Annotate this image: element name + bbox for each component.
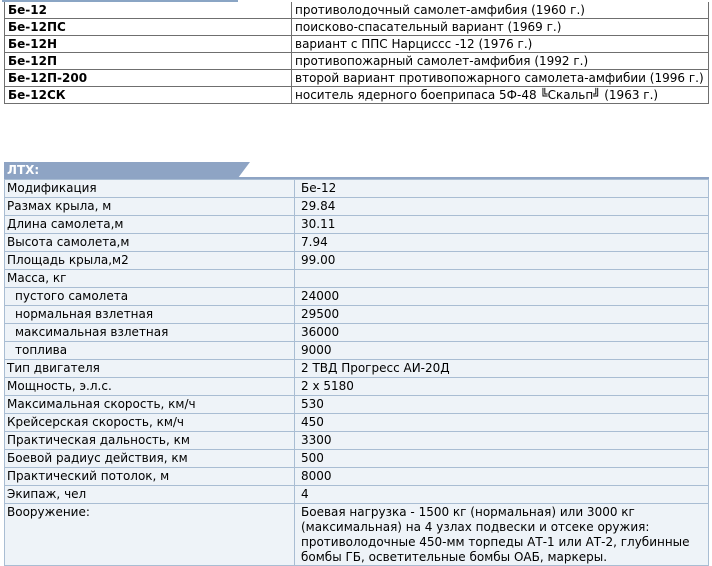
variant-name: Бе-12Н	[5, 36, 292, 53]
spec-label: Вооружение:	[5, 504, 295, 566]
spec-label: топлива	[5, 342, 295, 360]
spec-value: 8000	[295, 468, 709, 486]
spec-row	[5, 504, 709, 566]
variant-description: противопожарный самолет-амфибия (1992 г.)	[292, 53, 709, 70]
spec-row	[5, 342, 709, 360]
spec-row	[5, 216, 709, 234]
spec-label: нормальная взлетная	[5, 306, 295, 324]
ltx-header-label: ЛТХ:	[7, 163, 40, 177]
spec-value: 99.00	[295, 252, 709, 270]
spec-value: 36000	[295, 324, 709, 342]
spec-label: Тип двигателя	[5, 360, 295, 378]
spec-row	[5, 306, 709, 324]
spec-label: Мощность, э.л.с.	[5, 378, 295, 396]
spec-label: Высота самолета,м	[5, 234, 295, 252]
spec-label: Длина самолета,м	[5, 216, 295, 234]
spec-label: Масса, кг	[5, 270, 295, 288]
variant-row	[5, 36, 709, 53]
spec-row	[5, 324, 709, 342]
spec-value: 9000	[295, 342, 709, 360]
variant-name: Бе-12П	[5, 53, 292, 70]
spec-row	[5, 252, 709, 270]
ltx-specs-table	[4, 179, 709, 566]
spec-row	[5, 180, 709, 198]
variant-row	[5, 87, 709, 104]
spec-row	[5, 450, 709, 468]
spec-label: Максимальная скорость, км/ч	[5, 396, 295, 414]
variant-name: Бе-12СК	[5, 87, 292, 104]
spec-value: 29.84	[295, 198, 709, 216]
spec-label: Модификация	[5, 180, 295, 198]
spec-row	[5, 234, 709, 252]
spec-value: 530	[295, 396, 709, 414]
spec-value: 7.94	[295, 234, 709, 252]
spec-value: 500	[295, 450, 709, 468]
spec-value: 3300	[295, 432, 709, 450]
spec-row	[5, 432, 709, 450]
variant-description: противолодочный самолет-амфибия (1960 г.)	[292, 2, 709, 19]
spec-value: 2 ТВД Прогресс АИ-20Д	[295, 360, 709, 378]
spec-value: 2 х 5180	[295, 378, 709, 396]
spec-value: 4	[295, 486, 709, 504]
variant-row	[5, 70, 709, 87]
spec-value: Бе-12	[295, 180, 709, 198]
variant-description: вариант с ППС Нарциссс -12 (1976 г.)	[292, 36, 709, 53]
variant-name: Бе-12ПС	[5, 19, 292, 36]
spec-row	[5, 414, 709, 432]
spec-row	[5, 486, 709, 504]
spec-value	[295, 270, 709, 288]
spec-label: Размах крыла, м	[5, 198, 295, 216]
spec-row	[5, 270, 709, 288]
variant-name: Бе-12П-200	[5, 70, 292, 87]
spec-label: Боевой радиус действия, км	[5, 450, 295, 468]
spec-row	[5, 360, 709, 378]
variant-row	[5, 2, 709, 19]
variant-name: Бе-12	[5, 2, 292, 19]
spec-value: 24000	[295, 288, 709, 306]
spec-label: максимальная взлетная	[5, 324, 295, 342]
variants-table	[4, 2, 709, 104]
spec-row	[5, 468, 709, 486]
variant-description: носитель ядерного боеприпаса 5Ф-48 ╚Скальп╝ (1963 г.)	[292, 87, 709, 104]
spec-row	[5, 288, 709, 306]
spec-row	[5, 198, 709, 216]
spec-label: Практическая дальность, км	[5, 432, 295, 450]
spec-label: пустого самолета	[5, 288, 295, 306]
spec-value: 29500	[295, 306, 709, 324]
variant-row	[5, 53, 709, 70]
spec-value: Боевая нагрузка - 1500 кг (нормальная) или 3000 кг (максимальная) на 4 узлах подвески и отсеке оружия: противолодочные 450-мм торпеды АТ-1 или АТ-2, глубинные бомбы ГБ, осветительные бомбы ОАБ, маркеры.	[295, 504, 709, 566]
spec-label: Практический потолок, м	[5, 468, 295, 486]
spec-label: Экипаж, чел	[5, 486, 295, 504]
spec-value: 30.11	[295, 216, 709, 234]
spec-label: Площадь крыла,м2	[5, 252, 295, 270]
variant-row	[5, 19, 709, 36]
ltx-header	[4, 162, 238, 178]
spec-label: Крейсерская скорость, км/ч	[5, 414, 295, 432]
variant-description: поисково-спасательный вариант (1969 г.)	[292, 19, 709, 36]
spec-row	[5, 378, 709, 396]
spec-row	[5, 396, 709, 414]
variant-description: второй вариант противопожарного самолета-амфибии (1996 г.)	[292, 70, 709, 87]
spec-value: 450	[295, 414, 709, 432]
